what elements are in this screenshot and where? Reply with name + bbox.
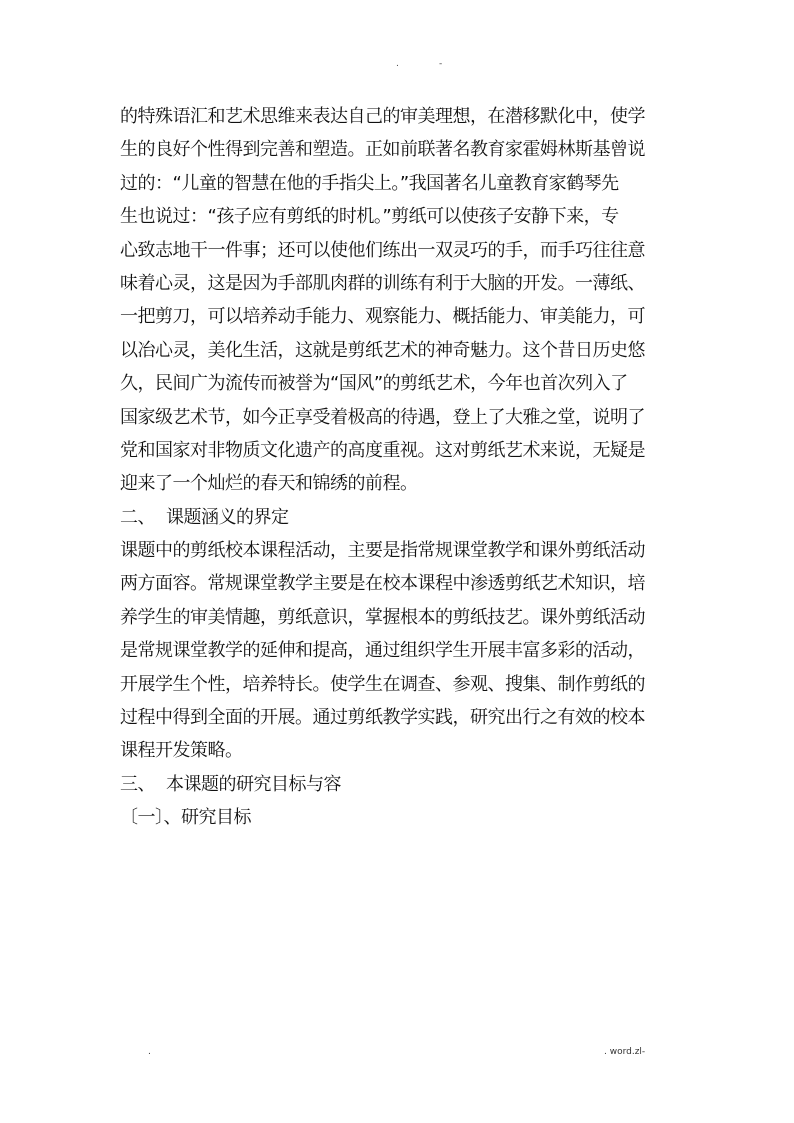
body-line: 的特殊语汇和艺术思维来表达自己的审美理想，在潜移默化中，使学 bbox=[120, 106, 645, 127]
section2-line: 两方面容。常规课堂教学主要是在校本课程中渗透剪纸艺术知识，培 bbox=[120, 573, 645, 595]
body-line: 久，民间广为流传而被誉为“国风”的剪纸艺术，今年也首次列入了 bbox=[120, 373, 628, 395]
body-line: 生也说过：“孩子应有剪纸的时机。”剪纸可以使孩子安静下来，专 bbox=[120, 206, 619, 228]
body-line: 迎来了一个灿烂的春天和锦绣的前程。 bbox=[120, 473, 418, 495]
body-line: 国家级艺术节，如今正享受着极高的待遇，登上了大雅之堂，说明了 bbox=[120, 406, 645, 428]
section-heading-2 bbox=[120, 501, 680, 534]
section2-line: 过程中得到全面的开展。通过剪纸教学实践，研究出行之有效的校本 bbox=[120, 707, 645, 729]
section2-line: 课题中的剪纸校本课程活动，主要是指常规课堂教学和课外剪纸活动 bbox=[120, 540, 645, 562]
body-line: 心致志地干一件事；还可以使他们练出一双灵巧的手，而手巧往往意 bbox=[120, 239, 645, 261]
body-line: 以冶心灵，美化生活，这就是剪纸艺术的神奇魅力。这个昔日历史悠 bbox=[120, 339, 645, 361]
body-line: 味着心灵，这是因为手部肌肉群的训练有利于大脑的开发。一薄纸、 bbox=[120, 272, 645, 294]
footer-dot: . bbox=[148, 1047, 151, 1057]
header-dash: - bbox=[439, 59, 443, 69]
body-line: 过的：“儿童的智慧在他的手指尖上。”我国著名儿童教育家鹤琴先 bbox=[120, 172, 619, 194]
section2-line: 是常规课堂教学的延伸和提高，通过组织学生开展丰富多彩的活动， bbox=[120, 640, 645, 662]
section2-line: 开展学生个性，培养特长。使学生在调查、参观、搜集、制作剪纸的 bbox=[120, 673, 645, 695]
section2-line: 课程开发策略。 bbox=[120, 740, 243, 762]
header-dot: . bbox=[396, 59, 399, 69]
document-body bbox=[120, 100, 680, 835]
section-number: 三、 bbox=[120, 773, 155, 795]
body-line: 党和国家对非物质文化遗产的高度重视。这对剪纸艺术来说，无疑是 bbox=[120, 439, 645, 461]
footer-watermark: . word.zl- bbox=[604, 1047, 646, 1057]
section2-line: 养学生的审美情趣，剪纸意识，掌握根本的剪纸技艺。课外剪纸活动 bbox=[120, 606, 645, 628]
section-number: 二、 bbox=[120, 506, 155, 528]
section-title: 本课题的研究目标与容 bbox=[166, 773, 341, 795]
section-heading-3 bbox=[120, 768, 680, 801]
subsection-heading: 〔一〕、研究目标 bbox=[120, 807, 251, 829]
body-line: 一把剪刀，可以培养动手能力、观察能力、概括能力、审美能力，可 bbox=[120, 306, 645, 328]
body-line: 生的良好个性得到完善和塑造。正如前联著名教育家霍姆林斯基曾说 bbox=[120, 139, 645, 161]
section-title: 课题涵义的界定 bbox=[166, 506, 289, 528]
